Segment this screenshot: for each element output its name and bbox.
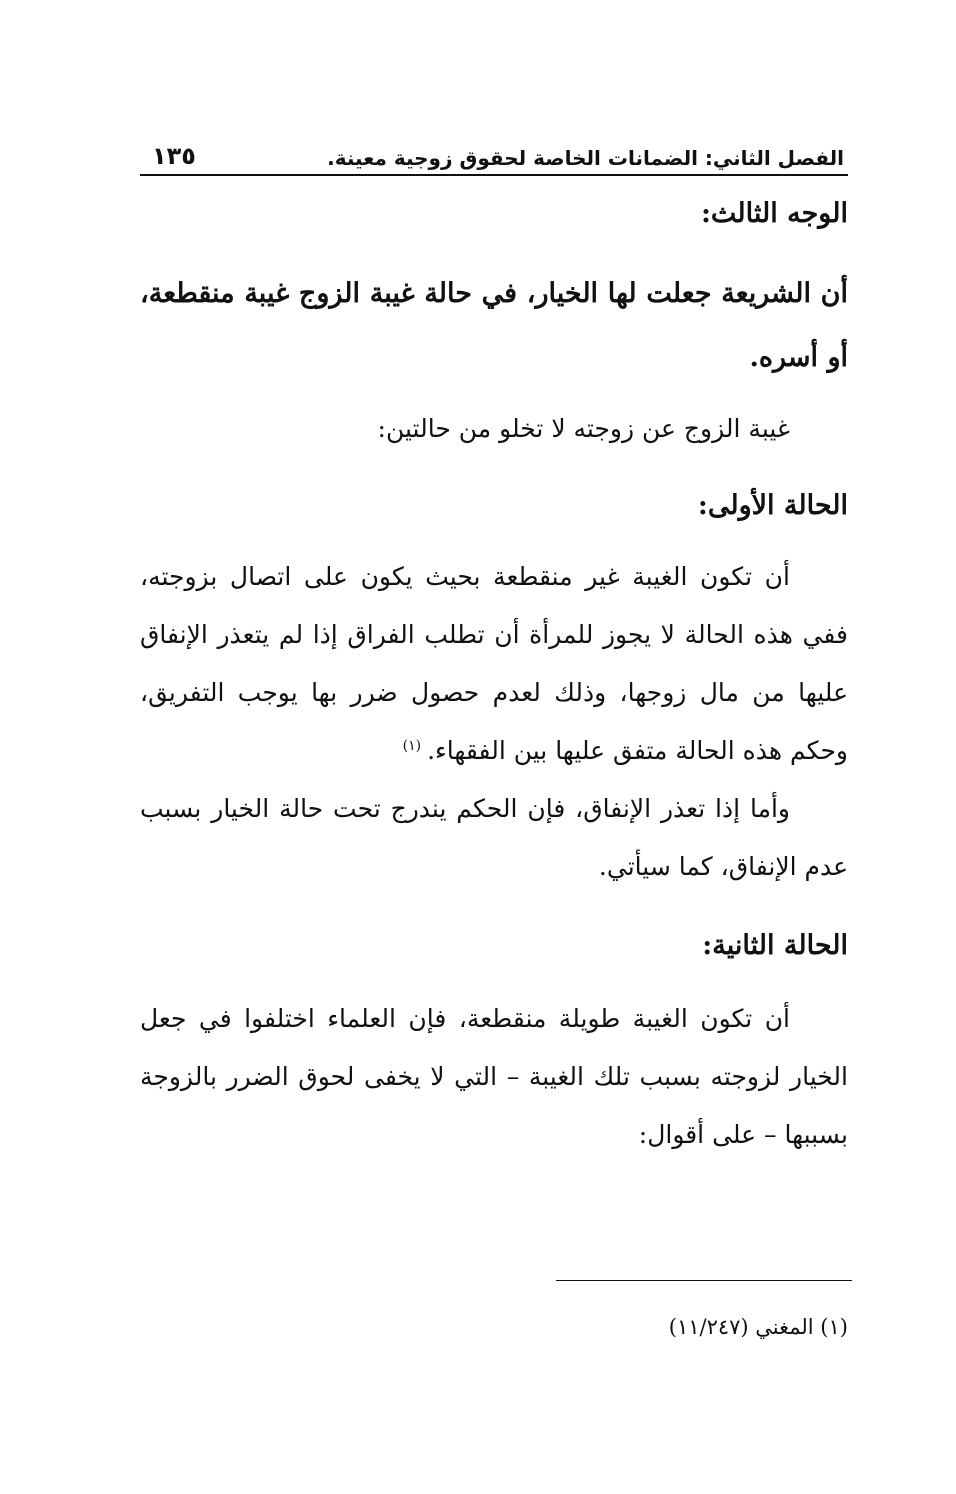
paragraph-second-case: أن تكون الغيبة طويلة منقطعة، فإن العلماء اختلفوا في جعل الخيار لزوجته بسبب تلك الغيبة – التي لا يخفى لحوق الضرر بالزوجة بسببها – على أقوال: [140,1004,848,1149]
footnote-1: (١) المغني (١١/٢٤٧) [668,1315,848,1339]
running-header [140,140,848,176]
paragraph-intro: غيبة الزوج عن زوجته لا تخلو من حالتين: [377,414,790,443]
running-title: الفصل الثاني: الضمانات الخاصة لحقوق زوجية معينة. [327,146,844,170]
heading-second-case: الحالة الثانية: [702,930,848,961]
paragraph-first-case-2: وأما إذا تعذر الإنفاق، فإن الحكم يندرج تحت حالة الخيار بسبب عدم الإنفاق، كما سيأتي. [140,794,848,881]
paragraph-third-aspect: أن الشريعة جعلت لها الخيار، في حالة غيبة الزوج غيبة منقطعة، أو أسره. [140,278,848,373]
page-number: ١٣٥ [152,142,196,170]
footnote-divider [556,1280,852,1281]
heading-first-case: الحالة الأولى: [697,490,848,521]
footnote-ref-1[interactable]: (١) [402,737,422,754]
heading-third-aspect: الوجه الثالث: [700,198,848,229]
paragraph-first-case-text: أن تكون الغيبة غير منقطعة بحيث يكون على اتصال بزوجته، ففي هذه الحالة لا يجوز للمرأة أن تطلب الفراق إذا لم يتعذر الإنفاق عليها من مال زوجها، وذلك لعدم حصول ضرر بها يوجب التفريق، وحكم هذه الحالة متفق عليها بين الفقهاء. [140,562,848,765]
paragraph-first-case [140,548,848,780]
